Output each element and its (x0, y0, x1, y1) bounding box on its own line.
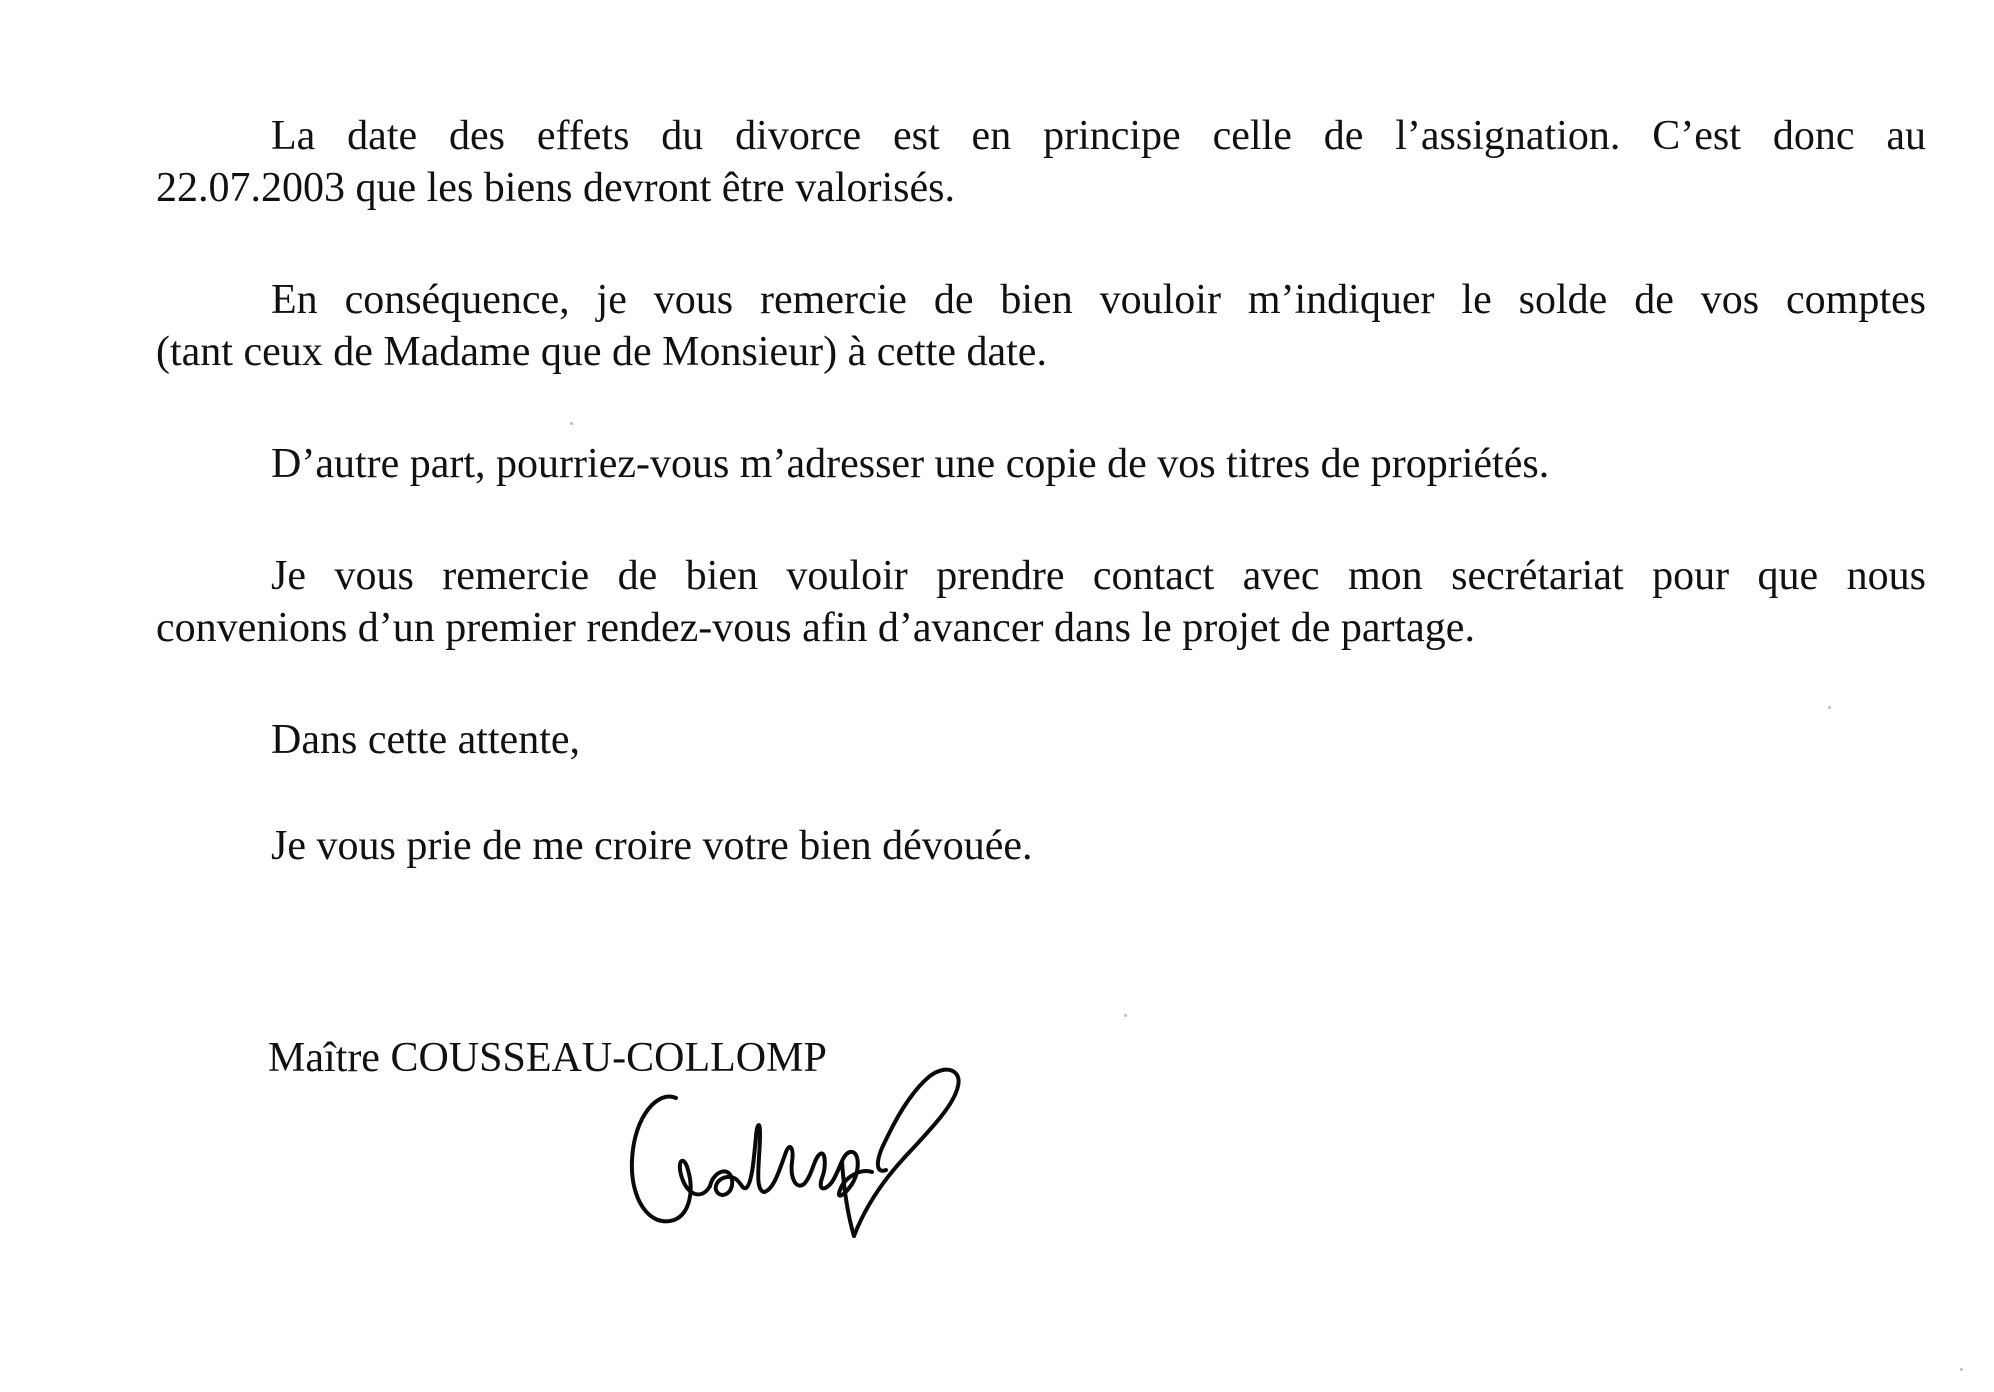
handwritten-signature (628, 1050, 968, 1240)
signatory-name: Maître COUSSEAU-COLLOMP (268, 1035, 827, 1081)
scan-speck (1960, 1368, 1963, 1371)
closing-formula: Je vous prie de me croire votre bien dévouée. (271, 823, 1033, 869)
paragraph-line: La date des effets du divorce est en principe celle de l’assignation. C’est donc au (271, 113, 1926, 159)
paragraph-contact-secretariat (156, 550, 1926, 654)
paragraph-divorce-date (156, 110, 1926, 214)
paragraph-line: D’autre part, pourriez-vous m’adresser une copie de vos titres de propriétés. (271, 441, 1550, 487)
paragraph-line: Je vous remercie de bien vouloir prendre contact avec mon secrétariat pour que nous (271, 553, 1926, 599)
paragraph-line: convenions d’un premier rendez-vous afin d’avancer dans le projet de partage. (156, 605, 1475, 651)
paragraph-account-balance (156, 274, 1926, 378)
paragraph-line: 22.07.2003 que les biens devront être valorisés. (156, 165, 955, 211)
letter-body (156, 110, 1926, 872)
paragraph-property-titles (156, 438, 1926, 490)
paragraph-line: En conséquence, je vous remercie de bien vouloir m’indiquer le solde de vos comptes (271, 277, 1926, 323)
scan-speck (1828, 706, 1831, 709)
scan-speck (570, 422, 573, 425)
paragraph-line: (tant ceux de Madame que de Monsieur) à cette date. (156, 329, 1047, 375)
waiting-line: Dans cette attente, (271, 717, 581, 763)
scan-speck (1124, 1014, 1127, 1017)
